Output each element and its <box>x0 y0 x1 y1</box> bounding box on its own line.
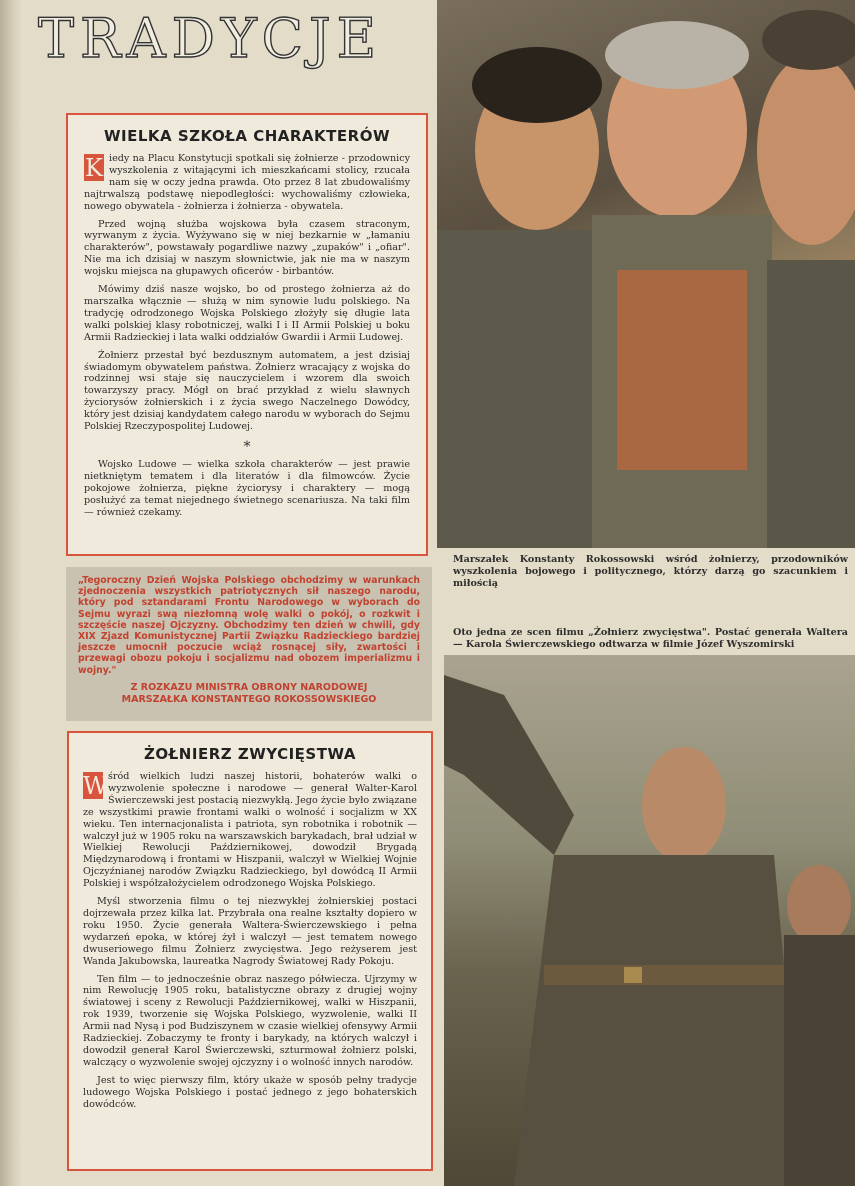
article-paragraph: Przed wojną służba wojskowa była czasem straconym, wyrwanym z życia. Wyżywano się w niej bezkarnie w „łamaniu charakterów", powstawały pogardliwe nazwy „zupaków" i „ofiar". Nie ma ich dzisiaj w naszym słownictwie, jak nie ma w naszym wojsku miejsca na głupawych oficerów - birbantów. <box>84 218 410 278</box>
photo-illustration <box>437 0 855 548</box>
dropcap: K <box>85 154 103 182</box>
photo2-caption: Oto jedna ze scen filmu „Żołnierz zwycięstwa". Postać generała Waltera — Karola Świerczewskiego odtwarza w filmie Józef Wyszomirski <box>453 627 848 650</box>
article-paragraph: Jest to więc pierwszy film, który ukaże w sposób pełny tradycje ludowego Wojska Polskiego i postać jednego z jego bohaterskich dowódców. <box>83 1074 417 1110</box>
article-zolnierz-zwyciestwa <box>67 731 433 1171</box>
photo-illustration <box>444 655 855 1186</box>
article-paragraph: Wojsko Ludowe — wielka szkoła charakterów — jest prawie nietkniętym tematem i dla literatów i dla filmowców. Życie pokojowe żołnierza, piękne życiorysy i charaktery — mogą posłużyć za temat niejednego świetnego scenariusza. Na taki film — również czekamy. <box>84 458 410 518</box>
separator-star: * <box>243 438 251 455</box>
article-wielka-szkola <box>66 113 428 556</box>
article-paragraph: Ten film — to jednocześnie obraz naszego półwiecza. Ujrzymy w nim Rewolucję 1905 roku, batalistyczne obrazy z drugiej wojny światowej i sceny z Rewolucji Październikowej, walki w Hiszpanii, rok 1939, tworzenie się Wojska Polskiego, wyzwolenie, walki II Armii nad Nysą i pod Budziszynem w czasie wielkiej ofensywy Armii Radzieckiej. Zobaczymy te fronty i barykady, na których walczył i dowodził generał Karol Świerczewski, szturmował żołnierz polski, walczący o wyzwolenie swojej ojczyzny i o wolność innych narodów. <box>83 973 417 1068</box>
article-paragraph: K iedy na Placu Konstytucji spotkali się żołnierze - przodownicy wyszkolenia z witającymi ich mieszkańcami stolicy, rzucała nam się w oczy jedna prawda. Oto przez 8 lat zbudowaliśmy najtrwalszą podstawę niepodległości: wychowaliśmy człowieka, nowego obywatela - żołnierza i żołnierza - obywatela. <box>84 153 410 212</box>
photo1-caption: Marszałek Konstanty Rokossowski wśród żołnierzy, przodowników wyszkolenia bojowego i politycznego, którzy darzą go szacunkiem i miłością <box>453 554 848 589</box>
article-title: ŻOŁNIERZ ZWYCIĘSTWA <box>144 745 356 763</box>
order-signature: Z ROZKAZU MINISTRA OBRONY NARODOWEJ MARSZAŁKA KONSTANTEGO ROKOSSOWSKIEGO <box>121 681 377 705</box>
article-paragraph: Żołnierz przestał być bezdusznym automatem, a jest dzisiaj świadomym obywatelem państwa. Żołnierz wracający z wojska do rodzinnej wsi staje się nauczycielem i wzorem dla swoich towarzyszy pracy. Mógł on brać przykład z wielu sławnych życiorysów żołnierskich i z życia swego Naczelnego Dowódcy, który jest dzisiaj kandydatem całego narodu w wyborach do Sejmu Polskiej Rzeczypospolitej Ludowej. <box>84 349 410 433</box>
photo-rokossowski-soldiers <box>437 0 855 548</box>
article-title: WIELKA SZKOŁA CHARAKTERÓW <box>103 127 390 145</box>
page-spine <box>0 0 22 1186</box>
photo-film-scene <box>444 655 855 1186</box>
article-paragraph: Myśl stworzenia filmu o tej niezwykłej żołnierskiej postaci dojrzewała przez kilka lat. Przybrała ona realne kształty dopiero w roku 1950. Życie generała Waltera-Świerczewskiego i pełna wydarzeń epoka, w której żył i walczył — jest tematem nowego dwuseriowego filmu Żołnierz zwycięstwa. Jego reżyserem jest Wanda Jakubowska, laureatka Nagrody Światowej Rady Pokoju. <box>83 896 417 967</box>
order-quote-text: „Tegoroczny Dzień Wojska Polskiego obchodzimy w warunkach zjednoczenia wszystkich patriotycznych sił naszego narodu, który pod sztandarami Frontu Narodowego w wyborach do Sejmu wyrazi swą niezłomną wolę walki o pokój, o rozkwit i szczęście naszej Ojczyzny. Obchodzimy ten dzień w chwili, gdy XIX Zjazd Komunistycznej Partii Związku Radzieckiego bardziej jeszcze umocnił poczucie wciąż rosnącej siły, zwartości i przewagi obozu pokoju i socjalizmu nad obozem imperializmu i wojny." <box>78 575 420 676</box>
order-quote-box <box>66 567 432 721</box>
article-paragraph: Mówimy dziś nasze wojsko, bo od prostego żołnierza aż do marszałka włącznie — służą w nim synowie ludu polskiego. Na tradycję odrodzonego Wojska Polskiego złożyły się długie lata walki polskiej klasy robotniczej, walki I i II Armii Polskiej u boku Armii Radzieckiej i lata walki oddziałów Gwardii i Armii Ludowej. <box>84 284 410 343</box>
dropcap: W <box>83 772 108 800</box>
masthead-title: TRADYCJE <box>38 7 383 70</box>
article-paragraph: W śród wielkich ludzi naszej historii, bohaterów walki o wyzwolenie społeczne i narodowe — generał Walter-Karol Świerczewski jest postacią niezwykłą. Jego życie było związane ze wszystkimi prawie frontami walki o wolność i socjalizm w XX wieku. Ten internacjonalista i patriota, syn robotnika i robotnik — walczył już w 1905 roku na warszawskich barykadach, brał udział w Wielkiej Rewolucji Październikowej, dowodził Brygadą Międzynarodową i frontami w Hiszpanii, walczył w Wielkiej Wojnie Ojczyźnianej narodów Związku Radzieckiego, był dowódcą II Armii Polskiej i współzałożycielem odrodzonego Wojska Polskiego. <box>83 771 417 890</box>
